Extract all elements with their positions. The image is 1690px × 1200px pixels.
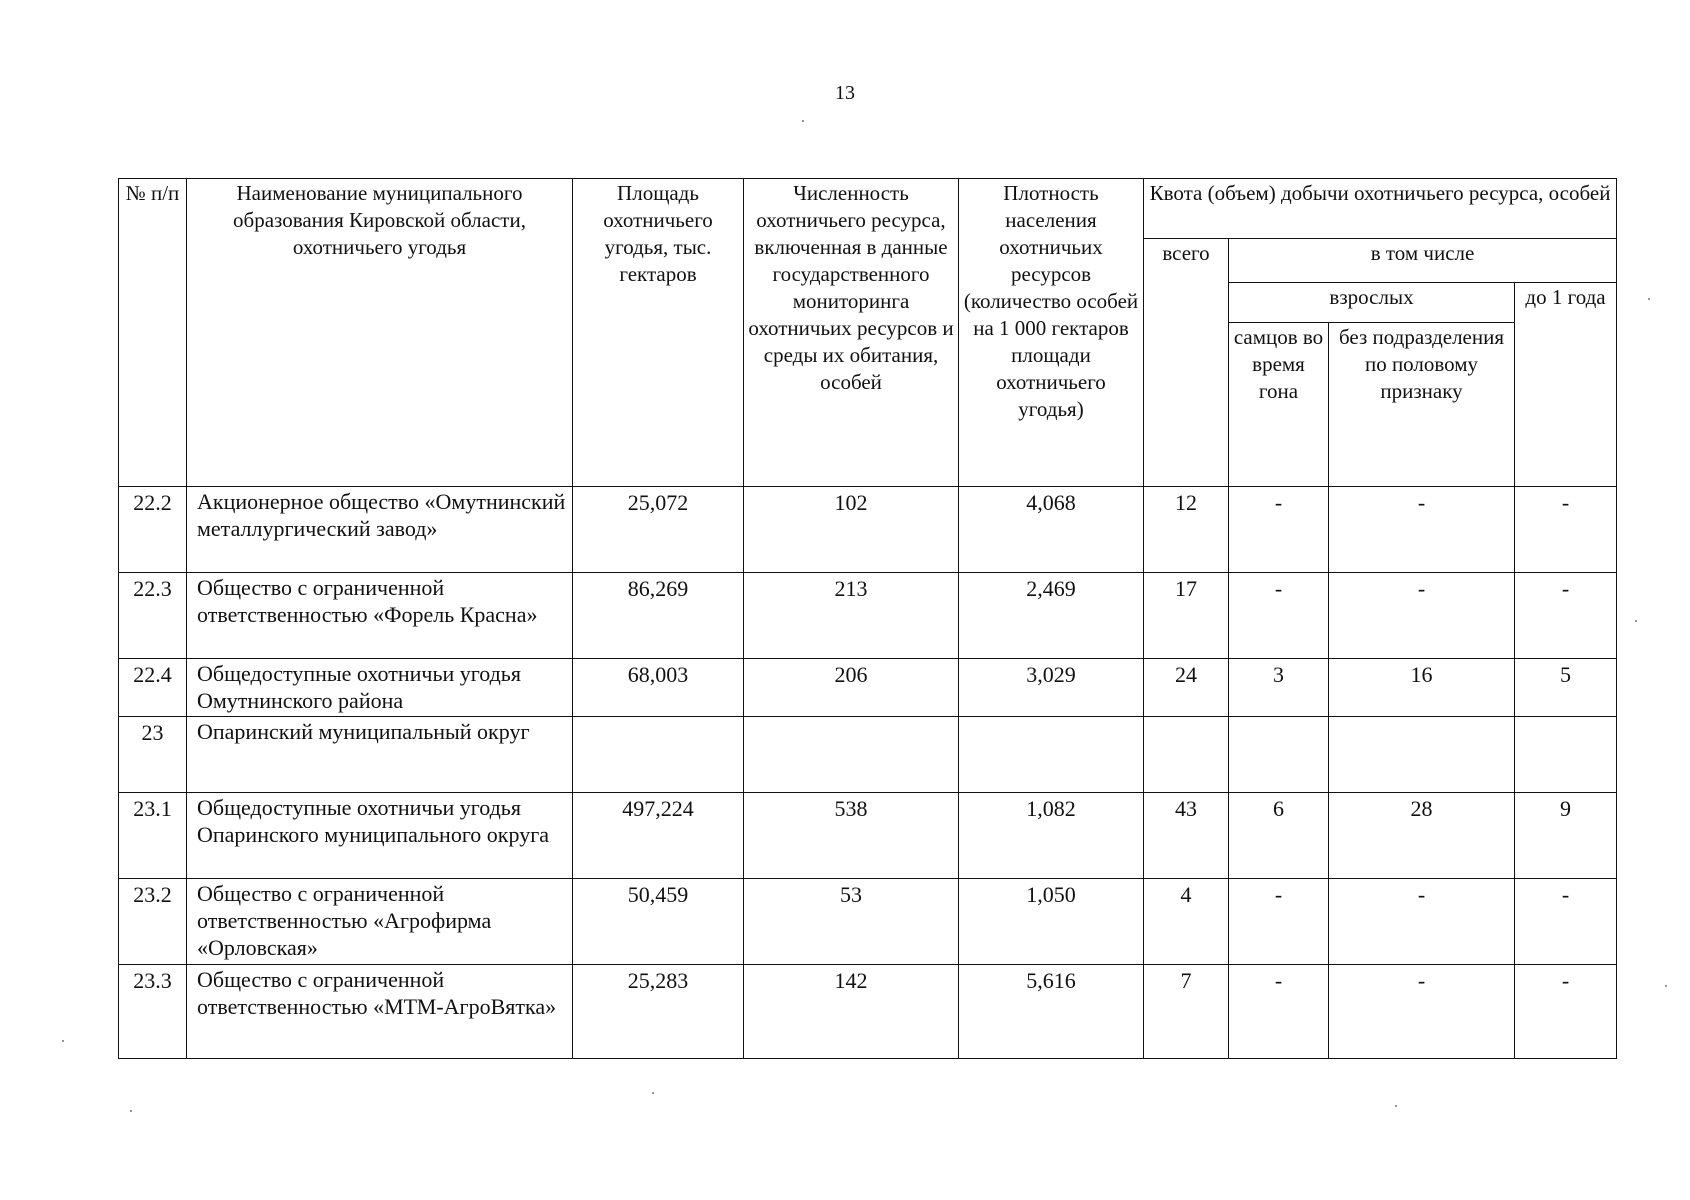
row-total: 24	[1144, 659, 1229, 717]
header-total: всего	[1144, 239, 1229, 487]
row-under-one	[1515, 717, 1617, 793]
row-population: 538	[744, 793, 959, 879]
scan-speck	[1648, 298, 1650, 300]
scan-speck	[652, 1092, 654, 1094]
table-row	[119, 717, 1617, 793]
row-population: 53	[744, 879, 959, 965]
header-quota: Квота (объем) добычи охотничьего ресурса, особей	[1144, 179, 1617, 239]
row-name: Опаринский муниципальный округ	[187, 717, 573, 793]
row-number: 23	[119, 717, 187, 793]
row-total	[1144, 717, 1229, 793]
row-total: 43	[1144, 793, 1229, 879]
row-density: 2,469	[959, 573, 1144, 659]
hunting-quota-table	[118, 178, 1617, 1059]
table-row	[119, 793, 1617, 879]
row-area	[573, 717, 744, 793]
row-name: Акционерное общество «Омутнинский металлургический завод»	[187, 487, 573, 573]
row-name: Общество с ограниченной ответственностью «Агрофирма «Орловская»	[187, 879, 573, 965]
row-males: 6	[1229, 793, 1329, 879]
row-under-one: 9	[1515, 793, 1617, 879]
row-population: 213	[744, 573, 959, 659]
row-total: 7	[1144, 965, 1229, 1059]
row-number: 23.1	[119, 793, 187, 879]
header-number: № п/п	[119, 179, 187, 487]
row-under-one: -	[1515, 487, 1617, 573]
row-under-one: -	[1515, 879, 1617, 965]
row-density	[959, 717, 1144, 793]
table-row	[119, 965, 1617, 1059]
header-population: Численность охотничьего ресурса, включенная в данные государственного мониторинга охотничьих ресурсов и среды их обитания, особей	[744, 179, 959, 487]
page-number: 13	[835, 82, 855, 104]
header-area: Площадь охотничьего угодья, тыс. гектаров	[573, 179, 744, 487]
row-total: 12	[1144, 487, 1229, 573]
row-no-division: -	[1329, 573, 1515, 659]
row-number: 22.3	[119, 573, 187, 659]
row-population: 206	[744, 659, 959, 717]
header-under-one-year: до 1 года	[1515, 283, 1617, 487]
row-under-one: -	[1515, 573, 1617, 659]
row-males: -	[1229, 487, 1329, 573]
row-population: 102	[744, 487, 959, 573]
row-name: Общество с ограниченной ответственностью «МТМ-АгроВятка»	[187, 965, 573, 1059]
table-row	[119, 573, 1617, 659]
row-number: 23.2	[119, 879, 187, 965]
row-density: 1,050	[959, 879, 1144, 965]
row-density: 4,068	[959, 487, 1144, 573]
row-population: 142	[744, 965, 959, 1059]
row-no-division: 16	[1329, 659, 1515, 717]
row-name: Общество с ограниченной ответственностью «Форель Красна»	[187, 573, 573, 659]
header-males-rut: самцов во время гона	[1229, 323, 1329, 487]
scan-speck	[1395, 1105, 1397, 1107]
row-under-one: 5	[1515, 659, 1617, 717]
row-males	[1229, 717, 1329, 793]
row-area: 50,459	[573, 879, 744, 965]
header-density: Плотность населения охотничьих ресурсов (количество особей на 1 000 гектаров площади охотничьего угодья)	[959, 179, 1144, 487]
row-total: 4	[1144, 879, 1229, 965]
row-number: 22.2	[119, 487, 187, 573]
row-no-division	[1329, 717, 1515, 793]
row-area: 25,283	[573, 965, 744, 1059]
header-including: в том числе	[1229, 239, 1617, 283]
row-number: 23.3	[119, 965, 187, 1059]
row-no-division: -	[1329, 879, 1515, 965]
row-name: Общедоступные охотничьи угодья Омутнинского района	[187, 659, 573, 717]
row-area: 68,003	[573, 659, 744, 717]
row-males: -	[1229, 573, 1329, 659]
row-males: -	[1229, 965, 1329, 1059]
header-adults: взрослых	[1229, 283, 1515, 323]
row-density: 3,029	[959, 659, 1144, 717]
table-row	[119, 487, 1617, 573]
row-males: 3	[1229, 659, 1329, 717]
row-total: 17	[1144, 573, 1229, 659]
row-no-division: -	[1329, 965, 1515, 1059]
row-density: 1,082	[959, 793, 1144, 879]
scan-speck	[130, 1110, 132, 1112]
row-name: Общедоступные охотничьи угодья Опаринского муниципального округа	[187, 793, 573, 879]
header-name: Наименование муниципального образования Кировской области, охотничьего угодья	[187, 179, 573, 487]
row-area: 25,072	[573, 487, 744, 573]
scan-speck	[802, 120, 804, 122]
row-no-division: -	[1329, 487, 1515, 573]
scan-speck	[1665, 985, 1667, 987]
row-area: 86,269	[573, 573, 744, 659]
header-no-sex-division: без подразделения по половому признаку	[1329, 323, 1515, 487]
table-row	[119, 659, 1617, 717]
row-number: 22.4	[119, 659, 187, 717]
row-area: 497,224	[573, 793, 744, 879]
row-males: -	[1229, 879, 1329, 965]
table-row	[119, 879, 1617, 965]
row-no-division: 28	[1329, 793, 1515, 879]
row-population	[744, 717, 959, 793]
row-under-one: -	[1515, 965, 1617, 1059]
row-density: 5,616	[959, 965, 1144, 1059]
scan-speck	[1635, 620, 1637, 622]
scan-speck	[62, 1040, 64, 1042]
